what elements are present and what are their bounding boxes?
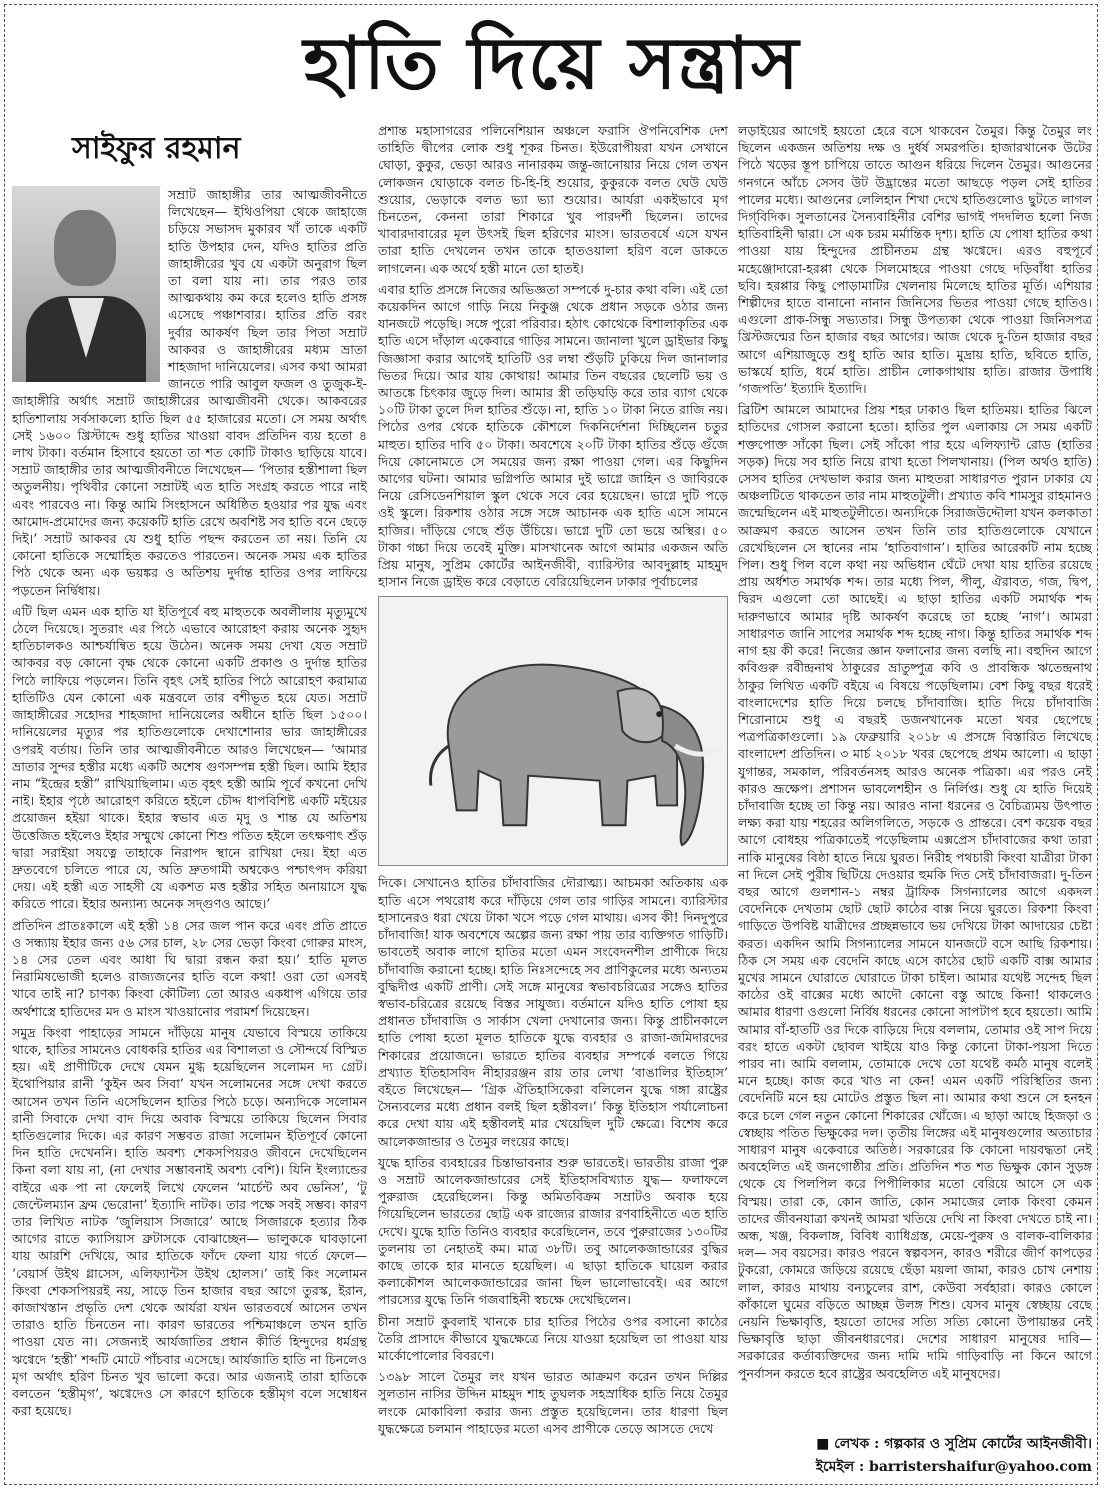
byline: সাইফুর রহমান — [72, 131, 241, 166]
author-photo — [12, 186, 160, 382]
elephant-illustration — [378, 596, 728, 866]
paragraph: ১৩৯৮ সালে তৈমুর লং যখন ভারত আক্রমণ করেন তখন দিল্লির সুলতান নাসির উদ্দিন মাহমুদ শাহ তুঘলক সহস্রাধিক হাতি নিয়ে তৈমুর লংকে মোকাবিলা করার জন্য প্রস্তুত হয়েছিলেন। তার ধারণা ছিল যুদ্ধক্ষেত্রে চলমান পাহাড়ের মতো এসব প্রাণীকে তেড়ে আসতে দেখে — [378, 1369, 728, 1436]
paragraph: যুদ্ধে হাতির ব্যবহারের চিন্তাভাবনার শুরু ভারতেই। ভারতীয় রাজা পুরু ও সম্রাট আলেকজান্ডারের সেই ইতিহাসবিখ্যাত যুদ্ধ— ফলাফলে পুরুরাজ হেরেছিলেন। কিন্তু অমিতবিক্রম সম্রাটও অবাক হয়ে গিয়েছিলেন ভারতের ছোট্ট এক রাজ্যের রাজার রণবাহিনীতে এত হাতি দেখে। যুদ্ধে হাতি তিনিও ব্যবহার করেছিলেন, তবে পুরুরাজের ১৩০টির তুলনায় তা নেহাতই কম। মাত্র ৩৮টি। তবু আলেকজান্ডারের বুদ্ধির কাছে তাকে হার মানতে হয়েছিল। এ ছাড়া হাতিকে ঘায়েল করার কলাকৌশল আলেকজান্ডারের জানা ছিল ভালোভাবেই। এর আগে পারস্যের যুদ্ধে তিনি গজবাহিনী স্বচক্ষে দেখেছিলেন। — [378, 1154, 728, 1308]
paragraph: প্রতিদিন প্রাতঃকালে এই হস্তী ১৪ সের জল পান করে এবং প্রতি প্রাতে ও সন্ধ্যায় ইহার জন্য ৫৬ সের চাল, ২৮ সের ভেড়া কিংবা গোরুর মাংস, ১৪ সের তেল এবং আধা ঘি দ্বারা রন্ধন করা হয়।’ হাতি মূলত নিরামিষভোজী হলেও রাজ্যজনের হাতি বলে কথা! ওরা তো এসবই খাবে তাই না? চাণক্য কিংবা কৌটিল্য তো আরও একধাপ এগিয়ে তার অর্থশাস্ত্রে হাতিদের মদ ও মাংস খাওয়ানোর পরামর্শ দিয়েছেন। — [12, 917, 367, 1019]
elephant-icon — [379, 597, 727, 865]
author-email: ইমেইল : barristershaifur@yahoo.com — [815, 1459, 1092, 1475]
paragraph: সমুদ্র কিংবা পাহাড়ের সামনে দাঁড়িয়ে মানুষ যেভাবে বিস্ময়ে তাকিয়ে থাকে, হাতির সামনেও বোধকরি হাতির এর বিশালতা ও সৌন্দর্যে বিস্মিত হয়। এই প্রাণীটিকে দেখে যেমন মুগ্ধ হয়েছিলেন সলোমন দ্য গ্রেট। ইথোপিয়ার রানী ‘কুইন অব সিবা’ যখন সলোমনের সঙ্গে দেখা করতে আসেন তখন তিনি এসেছিলেন হাতির পিঠে চড়ে। অন্যদিকে সলোমন রানী সিবাকে দেখা বাদ দিয়ে অবাক বিস্ময়ে তাকিয়ে ছিলেন সিবার হাতিগুলোর দিকে। এর কারণ সম্ভবত রাজা সলোমন ইতিপূর্বে কোনো দিন হাতি দেখেননি। হাতি অবশ্য শেকসপিয়রও জীবনে দেখেছিলেন কিনা বলা যায় না, (না দেখার সম্ভাবনাই অবশ্য বেশি)। যিনি ইংল্যান্ডের বাইরে এক পা না ফেলেই লিখে ফেলেন ‘মার্চেন্ট অব ভেনিস’, ‘টু জেন্টেলম্যান ফ্রম ভেরোনা’ ইত্যাদি নাটক। তার পক্ষে সবই সম্ভব। কারণ তার লিখিত নাটক ‘জুলিয়াস সিজারে’ আছে সিজারকে হত্যার ঠিক আগের রাতে ক্যাসিয়াস ব্রুটাসকে বোঝাচ্ছেন— ভালুককে ঘাবড়ানো যায় আরশি দেখিয়ে, আর হাতিকে ফাঁদে ফেলা যায় গর্তে ফেলে— ‘বেয়ার্স উইথ গ্লাসেস, এলিফ্যান্টস উইথ হোলস।’ তাই কিং সলোমন কিংবা শেকসপিয়রই নয়, সাড়ে তিন হাজার বছর আগে তুরস্ক, ইরান, কাজাখস্তান প্রভৃতি দেশ থেকে আর্যরা যখন ভারতবর্ষে আসেন তখন তারাও হাতি চিনতেন না। কারণ ভারতের পশ্চিমাঞ্চলে তখন হাতি পাওয়া যেত না। সেজন্যই আর্যজাতির প্রধান কীর্তি হিন্দুদের ধর্মগ্রন্থ ঋগ্বেদে ‘হস্তী’ শব্দটি মোটে পাঁচবার এসেছে। আর্যজাতি হাতি না চিনলেও মৃগ অর্থাৎ হরিণ চিনত খুব ভালো করে। আর এজন্যই তারা হাতিকে বলতেন ‘হস্তীমৃগ’, ঋগ্বেদেও সে কারণে হাতিকে হস্তীমৃগ বলে সম্বোধন করা হয়েছে। — [12, 1024, 367, 1419]
paragraph: সম্রাট জাহাঙ্গীর তার আত্মজীবনীতে লিখেছেন— ইথিওপিয়া থেকে জাহাজে চড়িয়ে সভাসদ মুকারব খাঁ তাকে একটি হাতি উপহার দেন, যদিও হাতির প্রতি জাহাঙ্গীরের খুব যে একটা অনুরাগ ছিল তা বলা যায় না। তার পরও তার আত্মকথায় কম করে হলেও হাতি প্রসঙ্গ এসেছে পঞ্চাশবার। হাতির প্রতি বরং দুর্বার আকর্ষণ ছিল তার পিতা সম্রাট আকবর ও জাহাঙ্গীরের মধ্যম ভ্রাতা শাহজাদা দানিয়েলের। এসব কথা আমরা জানতে পারি আবুল ফজল ও তুজুক-ই-জাহাঙ্গীরি অর্থাৎ সম্রাট জাহাঙ্গীরের আত্মজীবনী থেকে। আকবরের হাতিশালায় সর্বসাকল্যে হাতি ছিল ৫৫ হাজারের মতো। সে সময় অর্থাৎ সেই ১৬০০ খ্রিস্টাব্দে শুধু হাতির খাওয়া বাবদ প্রতিদিন ব্যয় হতো ৪ লাখ টাকা। বর্তমান হিসাবে হয়তো তা শত কোটি টাকাও ছাড়িয়ে যাবে। সম্রাট জাহাঙ্গীর তার আত্মজীবনীতে লিখেছেন— ‘পিতার হস্তীশালা ছিল অতুলনীয়। পৃথিবীর কোনো সম্রাটই এত হাতি সংগ্রহ করতে পারে নাই এবং পারবেও না। কিন্তু আমি সিংহাসনে অধিষ্ঠিত হওয়ার পর যুদ্ধ এবং আমোদ-প্রমোদের জন্য কয়েকটি হাতি রেখে অবশিষ্ট সব হাতি বনে ছেড়ে দিই।’ সম্রাট আকবর যে শুধু হাতি পছন্দ করতেন তা নয়। তিনি যে কোনো হাতিকে সম্মোহিত করতেও পারতেন। অনেক সময় এক হাতির পিঠ থেকে অন্য এক ভয়ঙ্কর ও অতিশয় দুর্দান্ত হাতির ওপর লাফিয়ে পড়তেন নির্দ্বিধায়। — [12, 187, 367, 598]
paragraph: এটি ছিল এমন এক হাতি যা ইতিপূর্বে বহু মাহুতকে অবলীলায় মৃত্যুমুখে ঠেলে দিয়েছে। সুতরাং এর পিঠে এভাবে আরোহণ করায় অনেক সুহৃদ হাতিচালকও আশ্চর্যান্বিত হয়ে উঠেন। অনেক সময় দেখা যেত সম্রাট আকবর বড় কোনো বৃক্ষ থেকে কোনো একটি প্রকাণ্ড ও দুর্দান্ত হাতির পিঠে লাফিয়ে পড়লেন। তিনি বৃহৎ সেই হাতির পিঠে আরোহণ করামাত্র হাতিটিও যেন কোনো এক মন্ত্রবলে তার বশীভূত হয়ে যেত। সম্রাট জাহাঙ্গীরের সহোদর শাহজাদা দানিয়েলের অধীনে হাতি ছিল ১৫০০। দানিয়েলের মৃত্যুর পর হাতিগুলোকে দেখাশোনার ভার জাহাঙ্গীরের ওপরই বর্তায়। তিনি তার আত্মজীবনীতে আরও লিখেছেন— ‘আমার ভ্রাতার সুন্দর হস্তীর মধ্যে একটি অশেষ গুণসম্পন্ন হস্তী ছিল। আমি ইহার নাম “ইন্দ্রের হস্তী” রাখিয়াছিলাম। এত বৃহৎ হস্তী আমি পূর্বে কখনো দেখি নাই। ইহার পৃষ্ঠে আরোহণ করিতে হইলে চৌদ্দ ধাপবিশিষ্ট একটি মইয়ের প্রয়োজন হইয়া থাকে। ইহার স্বভাব এত মৃদু ও শান্ত যে অতিশয় উত্তেজিত হইলেও ইহার সম্মুখে কোনো শিশু পতিত হইলে তৎক্ষণাৎ শুঁড় দ্বারা সরাইয়া সযত্নে তাহাকে নিরাপদ স্থানে রাখিয়া দেয়। ইহা এত দ্রুতবেগে চলিতে পারে যে, অতি দ্রুতগামী অশ্বকেও পশ্চাৎপদ করিয়া দেয়। এই হস্তী এত সাহসী যে একশত মত্ত হস্তীর সহিত অনায়াসে যুদ্ধ করিতে পারে। ইহার অন্যান্য অনেক সদ্গুণও আছে।’ — [12, 603, 367, 912]
column-1 — [12, 186, 367, 1476]
paragraph: ব্রিটিশ আমলে আমাদের প্রিয় শহর ঢাকাও ছিল হাতিময়। হাতির ঝিলে হাতিদের গোসল করানো হতো। হাতির পুল এলাকায় সে সময় একটি শক্তপোক্ত সাঁকো ছিল। সেই সাঁকো পার হয়ে এলিফ্যান্ট রোড (হাতির সড়ক) দিয়ে সব হাতি নিয়ে রাখা হতো পিলখানায়। (পিল অর্থও হাতি) সেসব হাতির দেখভাল করার জন্য মাহুতরা সাধারণত পুরান ঢাকার যে অঞ্চলটিতে থাকতেন তার নাম মাহুতটুলী। প্রখ্যাত কবি শামসুর রাহমানও জন্মেছিলেন এই মাহুতটুলীতে। অন্যদিকে সিরাজউদ্দৌলা যখন কলকাতা আক্রমণ করতে আসেন তখন তিনি তার হাতিগুলোকে যেখানে রেখেছিলেন সে স্থানের নাম ‘হাতিবাগান’। হাতির আরেকটি নাম হচ্ছে পিল। শুধু পিল বলে কথা নয় অভিধান ঘেঁটে দেখা যায় হাতির রয়েছে প্রায় অর্ধশত সমার্থক শব্দ। তার মধ্যে পিল, পীলু, ঐরাবত, গজ, দ্বিপ, দ্বিরদ এগুলো তো আছেই। এ ছাড়া হাতির একটি সমার্থক শব্দ দারুণভাবে আমার দৃষ্টি আকর্ষণ করেছে তা হচ্ছে ‘নাগ’। আমরা সাধারণত জানি সাপের সমার্থক শব্দ হচ্ছে নাগ। কিন্তু হাতির সমার্থক শব্দ নাগ হয় কী করে! নিজের জ্ঞান ফলানোর জন্য বলছি না। বহুদিন আগে কবিগুরু রবীন্দ্রনাথ ঠাকুরের ভ্রাতুষ্পুত্র কবি ও প্রাবন্ধিক ঋতেন্দ্রনাথ ঠাকুর লিখিত একটি বইয়ে এ বিষয়ে পড়েছিলাম। বেশ কিছু বছর ধরেই বাংলাদেশের হাতি দিয়ে চলছে চাঁদাবাজি। হাতি দিয়ে চাঁদাবাজি শিরোনামে শুধু এ বছরই ডজনখানেক মতো খবর ছেপেছে পত্রপত্রিকাগুলো। ১৯ ফেব্রুয়ারি ২০১৮ এ প্রসঙ্গে বিস্তারিত লিখেছে বাংলাদেশ প্রতিদিন। ৩ মার্চ ২০১৮ খবর ছেপেছে প্রথম আলো। এ ছাড়া যুগান্তর, সমকাল, পরিবর্তনসহ আরও অনেক পত্রিকা। এর পরও নেই কারও ভ্রূক্ষেপ। প্রশাসন ভাবলেশহীন ও নির্লিপ্ত। শুধু যে হাতি দিয়েই চাঁদাবাজি হচ্ছে তা কিন্তু নয়। আরও নানা ধরনের ও বৈচিত্র্যময় উৎপাত লক্ষ্য করা যায় শহরের অলিগলিতে, সড়কে ও প্রান্তরে। বেশ কয়েক বছর আগে বোধহয় পত্রিকাতেই পড়েছিলাম এক্সপ্রেস চাঁদাবাজের কথা তারা নাকি মানুষের বিষ্ঠা হাতে নিয়ে ঘুরত। নিরীহ পথচারী কিংবা যাত্রীরা টাকা না দিলে সেই পুরীষ ছিটিয়ে দেওয়ার হুমকি দিত সেই চাঁদাবাজরা। দু-তিন বছর আগে গুলশান-১ নম্বর ট্রাফিক সিগন্যালের আগে একদল বেদেনিকে দেখতাম ছোট ছোট কাঠের বাক্স নিয়ে ঘুরতে। রিকশা কিংবা গাড়িতে উপবিষ্ট যাত্রীদের প্রচ্ছন্নভাবে ভয় দেখিয়ে টাকা আদায়ের চেষ্টা করত। একদিন আমি সিগন্যালের সামনে যানজটে বসে আছি রিকশায়। ঠিক সে সময় এক বেদেনি কাছে এসে কাঠের ছোট একটি বাক্স আমার মুখের সামনে ঘোরাতে ঘোরাতে টাকা চাইল। আমার যথেষ্ট সন্দেহ ছিল কাঠের ওই বাক্সের মধ্যে আদৌ কোনো বস্তু আছে কিনা! থাকলেও আমার ধারণা ওগুলো নির্বিষ ধরনের কোনো সাপটাপ হবে হয়তো। আমি আমার বাঁ-হাতটি ওর দিকে বাড়িয়ে দিয়ে বললাম, তোমার ওই সাপ দিয়ে বরং হাতে একটা ছোবল খাইয়ে যাও কিন্তু কোনো টাকা-পয়সা দিতে পারব না। আমি বললাম, তোমাকে দেখে তো যথেষ্ট কর্মঠ মানুষ বলেই মনে হচ্ছে। কাজ করে খাও না কেন! এমন একটি পরিস্থিতির জন্য বেদেনিটি মনে হয় মোটেও প্রস্তুত ছিল না। আমার কথা শুনে সে হনহন করে চলে গেল নতুন কোনো শিকারের খোঁজে। এ ছাড়া আছে হিজড়া ও স্বেচ্ছায় পতিত ভিক্ষুকের দল। তৃতীয় লিঙ্গের এই মানুষগুলোর অত্যাচার সাধারণ মানুষ একেবারে অতিষ্ঠ। সরকারের কি কোনো দায়বদ্ধতা নেই অবহেলিত এই জনগোষ্ঠীর প্রতি। প্রতিদিন শত শত ভিক্ষুক কোন সুড়ঙ্গ থেকে যে পিলপিল করে পিপীলিকার মতো বেরিয়ে আসে সে এক বিস্ময়। তারা কে, কোন জাতি, কোন সমাজের লোক কিংবা কেমন তাদের জীবনযাত্রা কখনই আমরা খতিয়ে দেখি না কিংবা দেখতে চাই না। অন্ধ, খঞ্জ, বিকলাঙ্গ, বিবিধ ব্যাধিগ্রস্ত, মেয়ে-পুরুষ ও বালক-বালিকার দল— সব বয়সের। কারও পরনে স্বল্পবসন, কারও শরীরে জীর্ণ কাপড়ের টুকরো, কোমরে জড়িয়ে রয়েছে ছেঁড়া ময়লা জামা, কারও চোখ নেশায় লাল, কারও মাথায় বন্যচুলের রাশ, কেউবা সর্বহারা। কারও কোলে কাঁকালে ঘুমের বড়িতে আচ্ছন্ন উলঙ্গ শিশু। যেসব মানুষ স্বেচ্ছায় বেছে নেয়নি ভিক্ষাবৃত্তি, হয়তো তাদের সত্যি সত্যি কোনো উপায়ান্তর নেই ভিক্ষাবৃত্তি ছাড়া জীবনধারণের। দেশের সাধারণ মানুষের দাবি— সরকারের কর্তাব্যক্তিদের জন্য দামি দামি গাড়িবাড়ি না কিনে আগে পুনর্বাসন করতে হবে রাষ্ট্রের অবহেলিত এই মানুষদের। — [738, 402, 1092, 1381]
paragraph: লড়াইয়ের আগেই হয়তো হেরে বসে থাকবেন তৈমুর। কিন্তু তৈমুর লং ছিলেন একজন অতিশয় দক্ষ ও দুর্ধর্ষ সমরপতি। হাজারখানেক উটের পিঠে খড়ের স্তূপ চাপিয়ে তাতে আগুন ধরিয়ে দিলেন তৈমুর। আগুনের গনগনে আঁচে সেসব উট উদ্ভ্রান্তের মতো আছড়ে পড়ল সেই হাতির পালের মধ্যে। আগুনের লেলিহান শিখা দেখে হাতিগুলোও ছুটতে লাগল দিগ্‌বিদিক। সুলতানের সৈন্যবাহিনীর বেশির ভাগই পদদলিত হলো নিজ হাতিবাহিনী দ্বারা। সে এক চরম মর্মান্তিক দৃশ্য। হাতি যে পোষা হাতির কথা পাওয়া যায় হিন্দুদের প্রাচীনতম গ্রন্থ ঋগ্বেদে। এরও বহুপূর্বে মহেঞ্জোদারো-হরপ্পা থেকে সিলমোহরে পাওয়া গেছে দড়িবাঁধা হাতির ছবি। হরপ্পার কিছু পোড়ামাটির খেলনায় মিলেছে হাতির মূর্তি। এশিয়ার শিল্পীদের হাতে বানানো নানান জিনিসের ভিতর পাওয়া গেছে হাতিও। এগুলো প্রাক-সিন্ধু সভ্যতার। সিন্ধু উপত্যকা থেকে পাওয়া জিনিসপত্র খ্রিস্টজন্মের তিন হাজার বছর আগের। আজ থেকে দু-তিন হাজার বছর আগে এশিয়াজুড়ে শুধু হাতি আর হাতি। মুদ্রায় হাতি, ছবিতে হাতি, ভাস্কর্যে হাতি, ধর্মে হাতি। প্রাচীন লোকগাথায় হাতি। রাজার উপাধি ‘গজপতি’ ইত্যাদি ইত্যাদি। — [738, 123, 1092, 397]
column-3 — [738, 122, 1092, 1422]
headline: হাতি দিয়ে সন্ত্রাস — [303, 20, 801, 105]
paragraph: এবার হাতি প্রসঙ্গে নিজের অভিজ্ঞতা সম্পর্কে দু-চার কথা বলি। এই তো কয়েকদিন আগে গাড়ি নিয়ে নিকুঞ্জ থেকে প্রধান সড়কে ওঠার জন্য যানজটে পড়েছি। সঙ্গে পুরো পরিবার। হঠাৎ কোথেকে বিশালাকৃতির এক হাতি এসে দাঁড়াল একেবারে গাড়ির সামনে। জানালা খুলে ড্রাইভার কিছু জিজ্ঞাসা করার আগেই হাতিটি ওর লম্বা শুঁড়টি ঢুকিয়ে দিল জানালার ভিতর দিয়ে। আর যায় কোথায়! আমার তিন বছরের ছেলেটি ভয় ও আতঙ্কে চিৎকার জুড়ে দিল। আমার স্ত্রী তড়িঘড়ি করে তার ব্যাগ থেকে ১০টি টাকা তুলে দিল হাতির শুঁড়ে। না, হাতি ১০ টাকা নিতে রাজি নয়। পিঠের ওপর থেকে হাতিকে কৌশলে দিকনির্দেশনা দিচ্ছিলেন চতুর মাহুত। হাতির দাবি ৫০ টাকা। অবশেষে ২০টি টাকা হাতির শুঁড়ে গুঁজে দিয়ে কোনোমতে সে সময়ের জন্য রক্ষা পাওয়া গেল। এর কিছুদিন আগের ঘটনা। আমার ভগ্নিপতি আমার দুই ভাগ্নে জাহিন ও জাবিরকে নিয়ে রেসিডেনশিয়াল স্কুল থেকে সবে বের হয়েছেন। ভাগ্নে দুটি পড়ে ওই স্কুলে। রিকশায় ওঠার সঙ্গে সঙ্গে আচানক এক হাতি এসে সামনে হাজির। দাঁড়িয়ে গেছে শুঁড় উঁচিয়ে। ভাগ্নে দুটি তো ভয়ে অস্থির। ৫০ টাকা গচ্চা দিয়ে তবেই মুক্তি। মাসখানেক আগে আমার একজন অতি প্রিয় মানুষ, সুপ্রিম কোর্টের আইনজীবী, ব্যারিস্টার আবদুল্লাহ মাহমুদ হাসান নিজে ড্রাইভ করে বেড়াতে বেরিয়েছিলেন ঢাকার পূর্বাচলের — [378, 281, 728, 590]
author-note: ■ লেখক : গল্পকার ও সুপ্রিম কোর্টের আইনজীবী। — [816, 1436, 1092, 1452]
column-2 — [378, 122, 728, 1472]
paragraph: প্রশান্ত মহাসাগরের পলিনেশিয়ান অঞ্চলে ফরাসি ঔপনিবেশিক দেশ তাহিতি দ্বীপের লোক শুধু শূকর চিনত। ইউরোপীয়রা যখন সেখানে ঘোড়া, কুকুর, ভেড়া আরও নানারকম জন্তু-জানোয়ার নিয়ে গেল তখন লোকজন ঘোড়াকে বলত চি-হি-হি শুয়োর, কুকুরকে বলত ঘেউ ঘেউ শুয়োর, ভেড়াকে বলত ভ্যা ভ্যা শুয়োর। আর্যরা একইভাবে মৃগ চিনতেন, কেননা তারা শিকারে খুব পারদর্শী ছিলেন। তাদের খাবারদাবারের মূল উৎসই ছিল হরিণের মাংস। ভারতবর্ষে এসে যখন তারা হাতি দেখলেন তখন তাকে হাতওয়ালা হরিণ বলে ডাকতে লাগলেন। এক অর্থে হস্তী মানে তো হাতই। — [378, 123, 728, 276]
paragraph: চীনা সম্রাট কুবলাই খানকে চার হাতির পিঠের ওপর বসানো কাঠের তৈরি প্রাসাদে কীভাবে যুদ্ধক্ষেত্রে নিয়ে যাওয়া হয়েছিল তা পাওয়া যায় মার্কোপোলোর বিবরণে। — [378, 1313, 728, 1363]
paragraph: দিকে। সেখানেও হাতির চাঁদাবাজির দৌরাত্ম্য। আচমকা অতিকায় এক হাতি এসে পথরোধ করে দাঁড়িয়ে গেল তার গাড়ির সামনে। ব্যারিস্টার হাসানেরও ধরা খেয়ে টাকা খসে পড়ে গেল মাথায়। এসব কী! দিনদুপুরে চাঁদাবাজি! যাক অবশেষে অল্পের জন্য রক্ষা পায় তার ব্যক্তিগত গাড়িটি। ভাবতেই অবাক লাগে হাতির মতো এমন সংবেদনশীল প্রাণীকে দিয়ে চাঁদাবাজি করানো হচ্ছে। হাতি নিঃসন্দেহে সব প্রাণিকুলের মধ্যে অন্যতম বুদ্ধিদীপ্ত একটি প্রাণী। সেই সঙ্গে মানুষের স্বভাবচরিত্রের সঙ্গেও হাতির স্বভাব-চরিত্রের রয়েছে বিস্তর সাযুজ্য। বর্তমানে যদিও হাতি পোষা হয় প্রধানত চাঁদাবাজি ও সার্কাস খেলা দেখানোর জন্য। কিন্তু প্রাচীনকালে হাতি পোষা হতো মূলত হাতিকে যুদ্ধে ব্যবহার ও রাজা-জমিদারদের শিকারের প্রয়োজনে। ভারতে হাতির ব্যবহার সম্পর্কে বলতে গিয়ে প্রখ্যাত ইতিহাসবিদ নীহাররঞ্জন রায় তার লেখা ‘বাঙালির ইতিহাস’ বইতে লিখেছেন— ‘গ্রিক ঐতিহাসিকেরা বলিলেন যুদ্ধে গঙ্গা রাষ্ট্রের সৈন্যবলের মধ্যে প্রধান বলই ছিল হস্তীবল।’ কিন্তু ইতিহাস পর্যালোচনা করে দেখা যায় এই হস্তীবলই মার খেয়েছিল দুটি ক্ষেত্রে। বিশেষ করে আলেকজান্ডার ও তৈমুর লংয়ের কাছে। — [378, 875, 728, 1149]
